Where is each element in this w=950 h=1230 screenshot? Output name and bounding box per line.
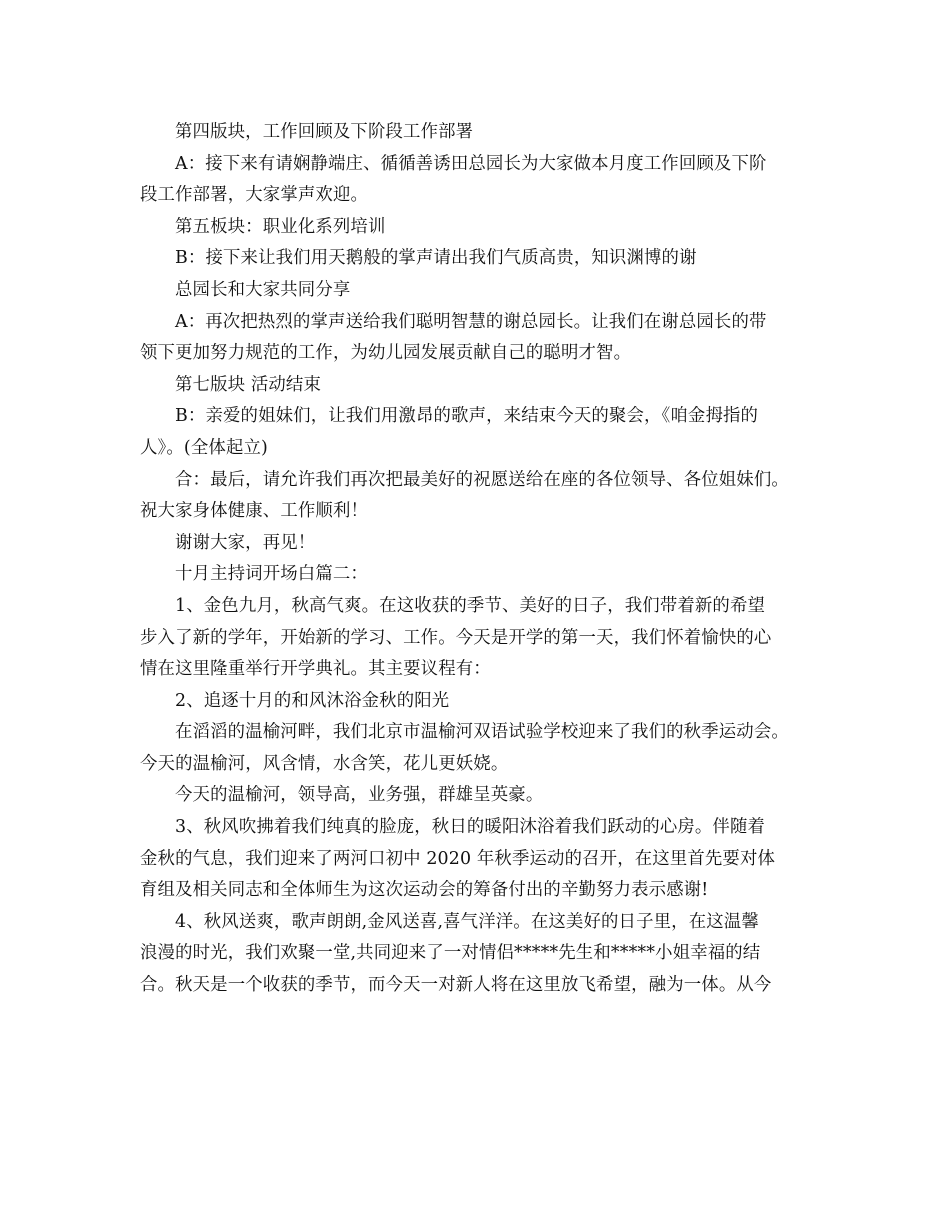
paragraph-line: 在滔滔的温榆河畔，我们北京市温榆河双语试验学校迎来了我们的秋季运动会。 [175, 722, 789, 743]
paragraph-line: 第七版块 活动结束 [175, 374, 322, 395]
paragraph-line: B：接下来让我们用天鹅般的掌声请出我们气质高贵，知识渊博的谢 [175, 248, 697, 269]
paragraph-line: 人》。(全体起立) [140, 437, 268, 458]
paragraph-line: 情在这里隆重举行开学典礼。其主要议程有： [140, 659, 491, 680]
paragraph-line: 2、追逐十月的和风沐浴金秋的阳光 [175, 690, 450, 711]
paragraph-line: 第四版块，工作回顾及下阶段工作部署 [175, 122, 474, 142]
paragraph-line: 段工作部署，大家掌声欢迎。 [140, 185, 369, 206]
paragraph-line: 今天的温榆河，风含情，水含笑，花儿更妖娆。 [140, 753, 509, 774]
paragraph-line: 今天的温榆河，领导高，业务强，群雄呈英豪。 [175, 785, 544, 806]
paragraph-line: 步入了新的学年，开始新的学习、工作。今天是开学的第一天，我们怀着愉快的心 [140, 627, 772, 648]
paragraph-line: 祝大家身体健康、工作顺利！ [140, 501, 369, 522]
paragraph-line: 合。秋天是一个收获的季节，而今天一对新人将在这里放飞希望，融为一体。从今 [140, 975, 772, 996]
paragraph-line: 总园长和大家共同分享 [175, 279, 351, 300]
paragraph-line: 4、秋风送爽，歌声朗朗,金风送喜,喜气洋洋。在这美好的日子里，在这温馨 [175, 911, 759, 932]
paragraph-line: 3、秋风吹拂着我们纯真的脸庞，秋日的暖阳沐浴着我们跃动的心房。伴随着 [175, 817, 766, 838]
document-body [140, 117, 820, 1002]
paragraph-line: 合：最后，请允许我们再次把最美好的祝愿送给在座的各位领导、各位姐妹们。 [175, 469, 789, 490]
paragraph-line: 谢谢大家，再见！ [175, 532, 316, 553]
paragraph-line: A：接下来有请娴静端庄、循循善诱田总园长为大家做本月度工作回顾及下阶 [175, 153, 767, 174]
paragraph-line: 1、金色九月，秋高气爽。在这收获的季节、美好的日子，我们带着新的希望 [175, 595, 766, 616]
paragraph-line: 金秋的气息，我们迎来了两河口初中 2020 年秋季运动的召开，在这里首先要对体 [140, 848, 776, 869]
paragraph-line: A：再次把热烈的掌声送给我们聪明智慧的谢总园长。让我们在谢总园长的带 [175, 311, 767, 332]
paragraph-line: 领下更加努力规范的工作，为幼儿园发展贡献自己的聪明才智。 [140, 343, 632, 364]
paragraph-line: 第五板块：职业化系列培训 [175, 216, 386, 237]
paragraph-line: 浪漫的时光，我们欢聚一堂,共同迎来了一对情侣*****先生和*****小姐幸福的结 [140, 943, 761, 964]
section-heading: 十月主持词开场白篇二： [175, 564, 368, 585]
paragraph-line: 育组及相关同志和全体师生为这次运动会的筹备付出的辛勤努力表示感谢! [140, 880, 709, 901]
paragraph-line: B：亲爱的姐妹们，让我们用激昂的歌声，来结束今天的聚会，《咱金拇指的 [175, 406, 759, 427]
